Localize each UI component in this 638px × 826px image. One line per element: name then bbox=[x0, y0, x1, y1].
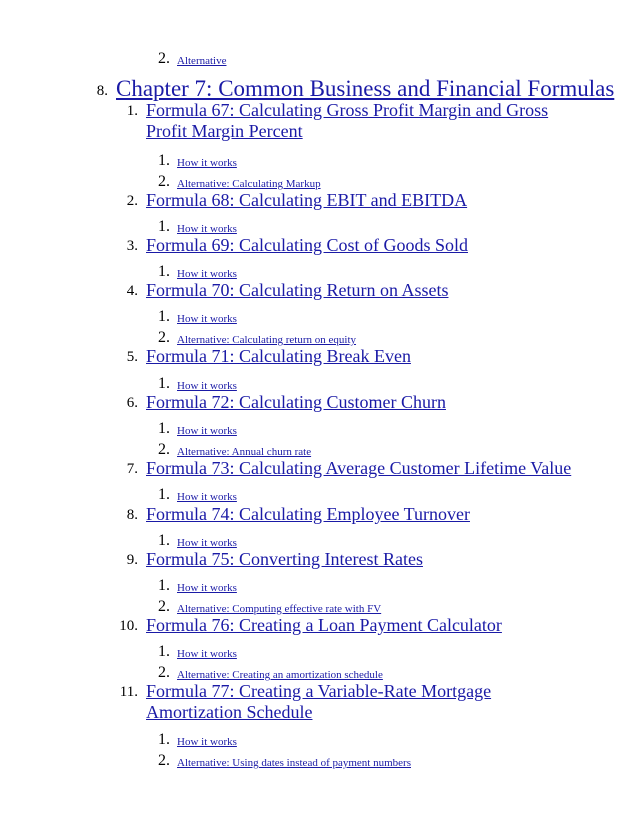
formula-title-line: Formula 75: Converting Interest Rates bbox=[146, 549, 423, 569]
list-number: 7. bbox=[126, 461, 138, 477]
toc-formula-link[interactable] bbox=[146, 235, 468, 256]
list-number: 1. bbox=[158, 308, 170, 325]
toc-sub-link[interactable]: How it works bbox=[177, 223, 237, 235]
list-number: 6. bbox=[126, 395, 138, 411]
toc-sub-link[interactable]: Alternative: Calculating Markup bbox=[177, 178, 321, 190]
list-number: 1. bbox=[158, 152, 170, 169]
list-number: 1. bbox=[158, 263, 170, 280]
toc-sub-link[interactable]: Alternative: Using dates instead of payment numbers bbox=[177, 757, 411, 769]
list-number: 2. bbox=[158, 173, 170, 190]
list-number: 10. bbox=[119, 618, 138, 634]
toc-link-alternative[interactable]: Alternative bbox=[177, 55, 227, 67]
toc-formula-link[interactable] bbox=[146, 504, 470, 525]
toc-sub-link[interactable]: How it works bbox=[177, 648, 237, 660]
formula-title-line: Formula 72: Calculating Customer Churn bbox=[146, 392, 446, 412]
list-number: 2. bbox=[158, 50, 170, 67]
formula-title-line: Amortization Schedule bbox=[146, 702, 313, 722]
list-number: 1. bbox=[158, 532, 170, 549]
list-number: 2. bbox=[158, 752, 170, 769]
list-number: 1. bbox=[158, 577, 170, 594]
formula-title-line: Formula 73: Calculating Average Customer Lifetime Value bbox=[146, 458, 572, 478]
list-number: 4. bbox=[126, 283, 138, 299]
toc-formula-link[interactable] bbox=[146, 458, 571, 479]
toc-sub-link[interactable]: Alternative: Calculating return on equity bbox=[177, 334, 357, 346]
toc-formula-link[interactable] bbox=[146, 392, 446, 413]
toc-formula-link[interactable] bbox=[146, 615, 502, 636]
list-number: 8. bbox=[96, 83, 108, 99]
formula-title-line: Formula 69: Calculating Cost of Goods Sold bbox=[146, 235, 468, 255]
formula-title-line: Formula 77: Creating a Variable-Rate Mortgage bbox=[146, 681, 492, 701]
toc-sub-link[interactable]: Alternative: Annual churn rate bbox=[177, 446, 312, 458]
formula-title-line: Formula 70: Calculating Return on Assets bbox=[146, 280, 449, 300]
formula-title-line: Formula 76: Creating a Loan Payment Calculator bbox=[146, 615, 502, 635]
list-number: 3. bbox=[126, 238, 138, 254]
toc-formula-link[interactable] bbox=[146, 681, 491, 723]
list-number: 9. bbox=[126, 552, 138, 568]
toc-sub-link[interactable]: How it works bbox=[177, 537, 237, 549]
list-number: 2. bbox=[158, 441, 170, 458]
formula-title-line: Formula 71: Calculating Break Even bbox=[146, 346, 411, 366]
toc-formula-link[interactable] bbox=[146, 346, 411, 367]
list-number: 1. bbox=[126, 103, 138, 119]
toc-formula-link[interactable] bbox=[146, 100, 548, 142]
toc-sub-link[interactable]: Alternative: Creating an amortization schedule bbox=[177, 669, 383, 681]
list-number: 1. bbox=[158, 375, 170, 392]
list-number: 1. bbox=[158, 218, 170, 235]
formula-title-line: Formula 74: Calculating Employee Turnover bbox=[146, 504, 470, 524]
list-number: 2. bbox=[126, 193, 138, 209]
toc-formula-link[interactable] bbox=[146, 190, 467, 211]
list-number: 2. bbox=[158, 598, 170, 615]
list-number: 1. bbox=[158, 420, 170, 437]
formula-title-line: Formula 67: Calculating Gross Profit Margin and Gross bbox=[146, 100, 549, 120]
list-number: 8. bbox=[126, 507, 138, 523]
toc-sub-link[interactable]: How it works bbox=[177, 268, 237, 280]
toc-sub-link[interactable]: How it works bbox=[177, 491, 237, 503]
toc-formula-link[interactable] bbox=[146, 549, 423, 570]
toc-sub-link[interactable]: How it works bbox=[177, 313, 237, 325]
toc-sub-link[interactable]: How it works bbox=[177, 582, 237, 594]
toc-formula-link[interactable] bbox=[146, 280, 448, 301]
list-number: 1. bbox=[158, 643, 170, 660]
toc-sub-link[interactable]: How it works bbox=[177, 425, 237, 437]
list-number: 2. bbox=[158, 664, 170, 681]
list-number: 5. bbox=[126, 349, 138, 365]
toc-sub-link[interactable]: How it works bbox=[177, 736, 237, 748]
list-number: 2. bbox=[158, 329, 170, 346]
toc-sub-link[interactable]: How it works bbox=[177, 157, 237, 169]
list-number: 1. bbox=[158, 486, 170, 503]
formula-title-line: Formula 68: Calculating EBIT and EBITDA bbox=[146, 190, 468, 210]
toc-sub-link[interactable]: Alternative: Computing effective rate with FV bbox=[177, 603, 382, 615]
list-number: 11. bbox=[119, 684, 138, 700]
toc-chapter-link[interactable]: Chapter 7: Common Business and Financial Formulas bbox=[116, 76, 615, 101]
formula-title-line: Profit Margin Percent bbox=[146, 121, 303, 141]
list-number: 1. bbox=[158, 731, 170, 748]
toc-sub-link[interactable]: How it works bbox=[177, 380, 237, 392]
